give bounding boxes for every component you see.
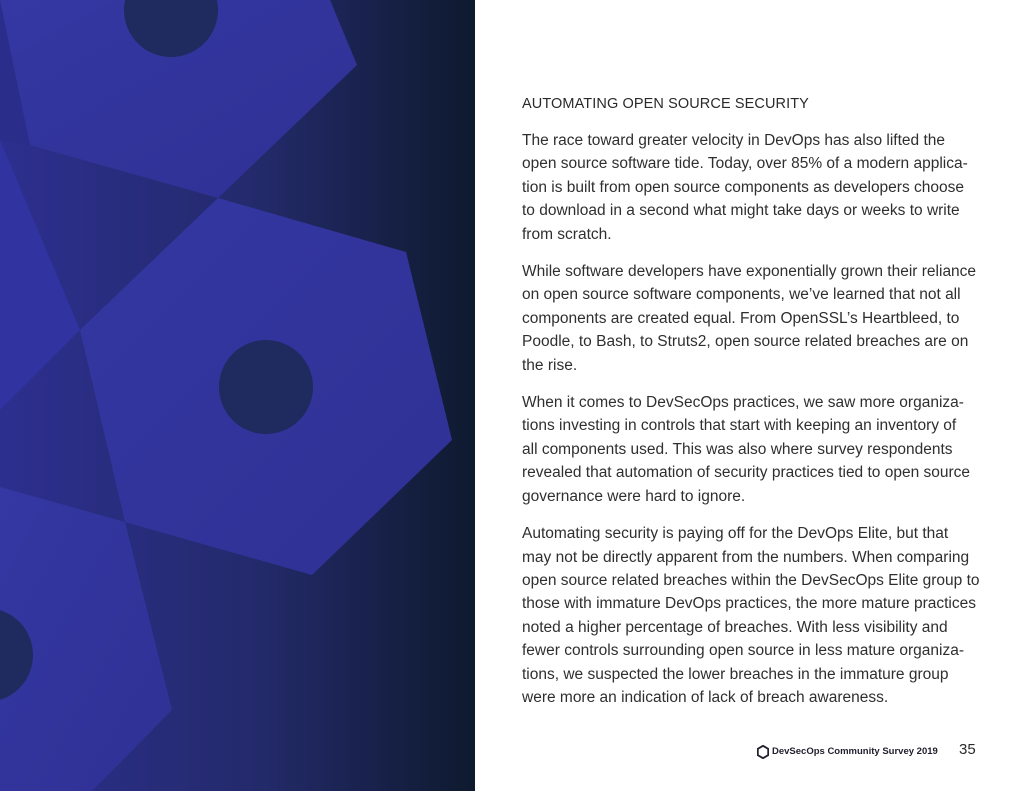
body-paragraph: While software developers have exponentially grown their reliance on open source software components, we’ve learned that not all components are created equal. From OpenSSL’s Heartbleed, to Poodle, to Bash, to Struts2, open source related breaches are on the rise. <box>522 263 977 374</box>
article-content <box>522 94 992 723</box>
footer-survey-label: DevSecOps Community Survey 2019 <box>772 746 938 757</box>
hexagon-pattern-graphic <box>0 0 475 791</box>
hexagon-hole <box>219 340 313 434</box>
page-number: 35 <box>959 741 976 758</box>
body-paragraph: Automating security is paying off for the DevOps Elite, but that may not be directly apparent from the numbers. When comparing open source related breaches within the DevSecOps Elite group to those with immature DevOps practices, the more mature practices noted a higher percentage of breaches. With less visibility and fewer controls surrounding open source in less mature organiza- tions, we suspected the lower breaches in the immature group were more an indication of lack of breach awareness. <box>522 525 980 706</box>
body-paragraph: The race toward greater velocity in DevOps has also lifted the open source software tide. Today, over 85% of a modern applica- tion is built from open source components as developers choose to download in a second what might take days or weeks to write from scratch. <box>522 132 968 243</box>
decorative-hexagon-artwork <box>0 0 475 791</box>
hexagon-logo-icon <box>757 745 769 759</box>
section-heading: AUTOMATING OPEN SOURCE SECURITY <box>522 96 809 112</box>
page-footer <box>757 742 977 762</box>
body-paragraph: When it comes to DevSecOps practices, we saw more organiza- tions investing in controls that start with keeping an inventory of all components used. This was also where survey respondents revealed that automation of security practices tied to open source governance were hard to ignore. <box>522 394 971 505</box>
